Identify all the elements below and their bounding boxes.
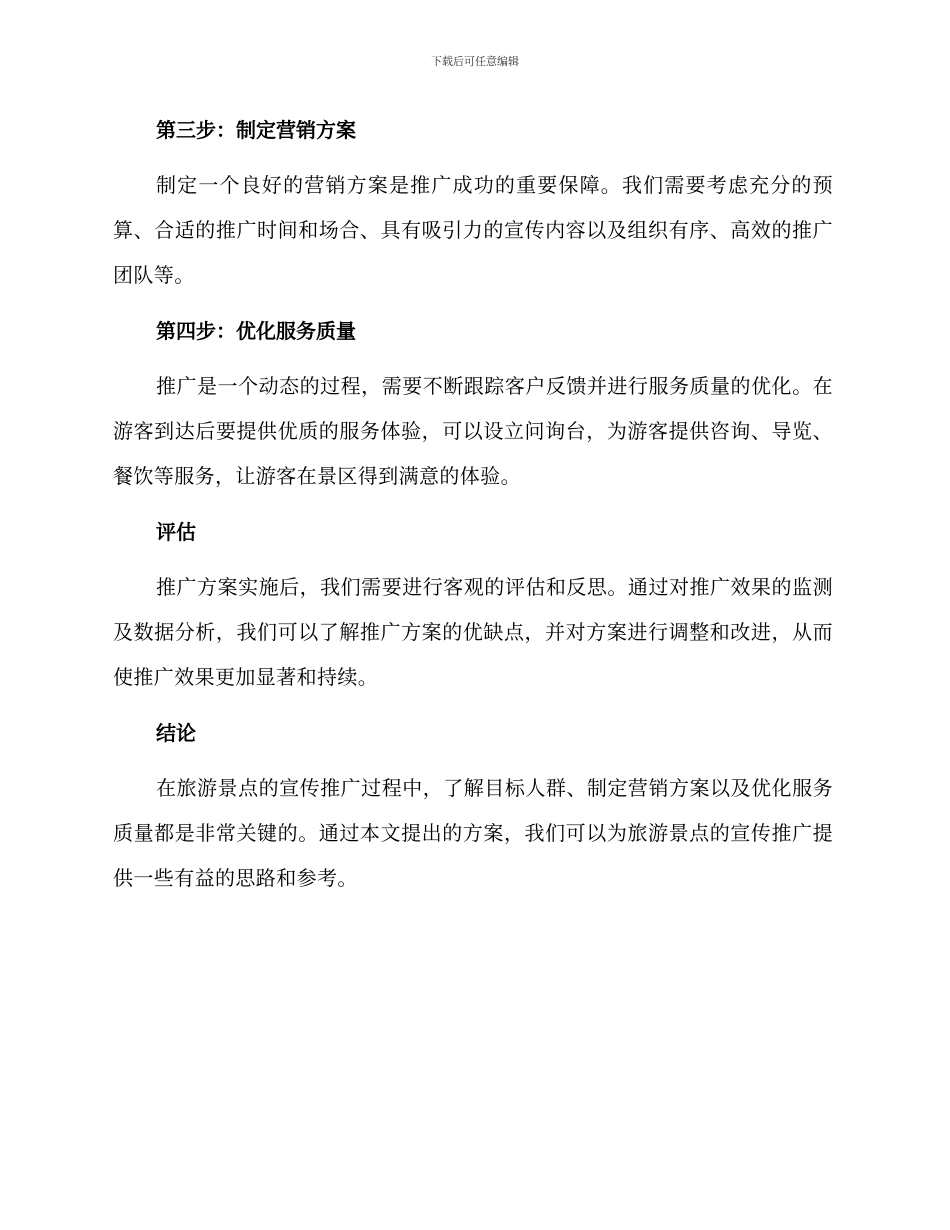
page-header: 下载后可任意编辑 <box>431 55 519 68</box>
section-paragraph-step-four: 推广是一个动态的过程，需要不断跟踪客户反馈并进行服务质量的优化。在游客到达后要提供优质的服务体验，可以设立问询台，为游客提供咨询、导览、餐饮等服务，让游客在景区得到满意的体验。 <box>113 374 833 488</box>
section-heading-conclusion: 结论 <box>156 721 196 745</box>
document-body <box>113 110 833 914</box>
section-heading-step-four: 第四步：优化服务质量 <box>156 319 356 343</box>
section-paragraph-conclusion: 在旅游景点的宣传推广过程中，了解目标人群、制定营销方案以及优化服务质量都是非常关键的。通过本文提出的方案，我们可以为旅游景点的宣传推广提供一些有益的思路和参考。 <box>113 776 833 890</box>
section-heading-step-three: 第三步：制定营销方案 <box>156 118 356 142</box>
section-heading-evaluation: 评估 <box>156 520 196 544</box>
section-paragraph-step-three: 制定一个良好的营销方案是推广成功的重要保障。我们需要考虑充分的预算、合适的推广时间和场合、具有吸引力的宣传内容以及组织有序、高效的推广团队等。 <box>113 173 833 287</box>
section-paragraph-evaluation: 推广方案实施后，我们需要进行客观的评估和反思。通过对推广效果的监测及数据分析，我们可以了解推广方案的优缺点，并对方案进行调整和改进，从而使推广效果更加显著和持续。 <box>113 575 833 689</box>
